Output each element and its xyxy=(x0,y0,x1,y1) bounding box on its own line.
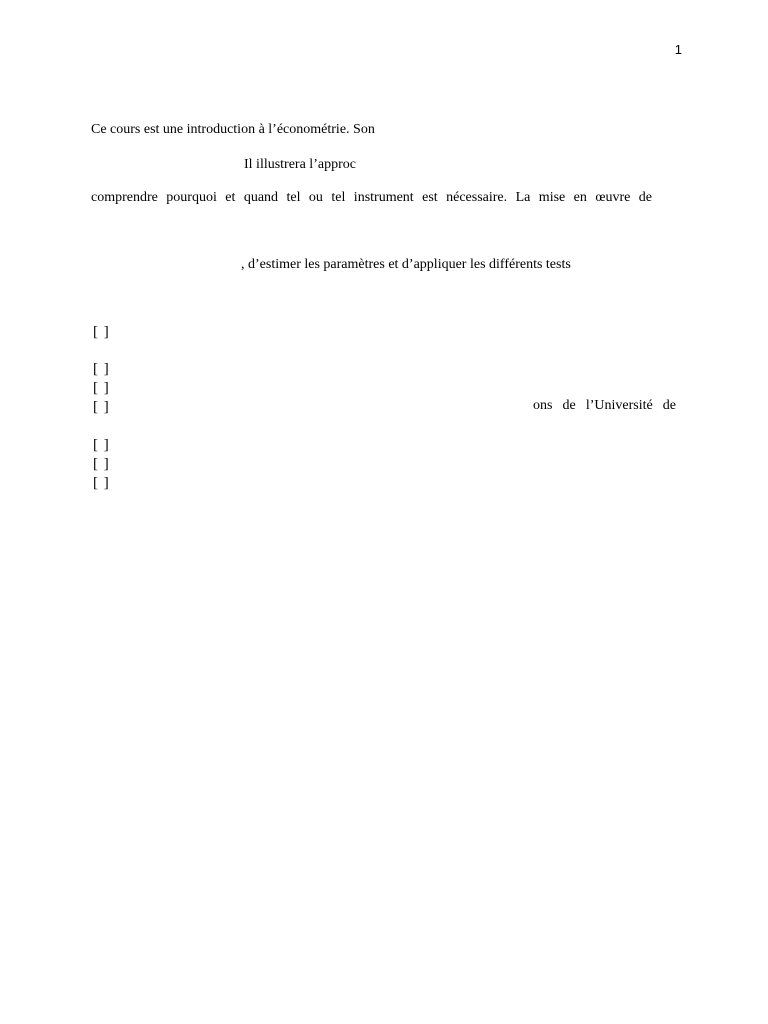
bracket-placeholder-1: [ ] xyxy=(93,324,110,340)
body-line-4: , d’estimer les paramètres et d’appliquer les différents tests xyxy=(241,257,571,272)
body-line-1: Ce cours est une introduction à l’économétrie. Son xyxy=(91,122,375,137)
bracket-placeholder-5: [ ] xyxy=(93,437,110,453)
bracket-placeholder-6: [ ] xyxy=(93,456,110,472)
bracket-placeholder-3: [ ] xyxy=(93,380,110,396)
body-line-5: ons de l’Université de xyxy=(533,398,676,413)
bracket-placeholder-2: [ ] xyxy=(93,361,110,377)
body-line-2: Il illustrera l’approc xyxy=(244,157,356,172)
body-line-3: comprendre pourquoi et quand tel ou tel instrument est nécessaire. La mise en œuvre de xyxy=(91,190,652,205)
bracket-placeholder-7: [ ] xyxy=(93,475,110,491)
bracket-placeholder-4: [ ] xyxy=(93,399,110,415)
page-number: 1 xyxy=(674,42,682,57)
